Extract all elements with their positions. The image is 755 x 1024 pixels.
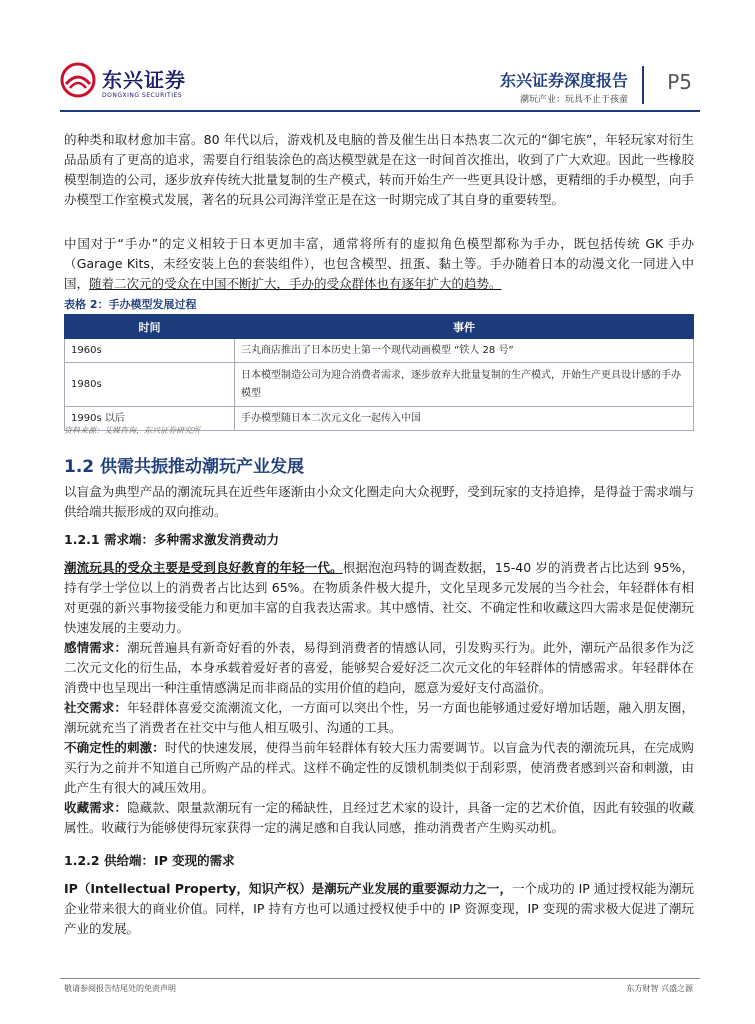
header-rule xyxy=(60,110,700,112)
section-heading: 1.2 供需共振推动潮玩产业发展 xyxy=(64,457,305,477)
subsection-heading-demand: 1.2.1 需求端：多种需求激发消费动力 xyxy=(64,532,279,547)
table-cell-event: 手办模型随日本二次元文化一起传入中国 xyxy=(235,407,694,431)
collection-label: 收藏需求： xyxy=(64,800,128,815)
table-header-event: 事件 xyxy=(235,315,694,339)
footer-disclaimer: 敬请参阅报告结尾处的免责声明 xyxy=(64,984,176,993)
collection-paragraph xyxy=(64,798,694,838)
table-row xyxy=(65,363,694,407)
supply-paragraph xyxy=(64,879,694,939)
subsection-heading-supply: 1.2.2 供给端：IP 变现的需求 xyxy=(64,853,235,868)
table-cell-time: 1960s xyxy=(65,339,235,363)
table-header-time: 时间 xyxy=(65,315,235,339)
demand-body: 根据泡泡玛特的调查数据，15-40 岁的消费者占比达到 95%，持有学士学位以上的消费者占比达到 65%。在物质条件极大提升，文化呈现多元发展的当今社会，年轻群体有相对更强的新兴事物接受能力和更加丰富的自我表达需求。其中感情、社交、不确定性和收藏这四大需求是促使潮玩快速发展的主要动力。 xyxy=(64,560,694,635)
company-logo xyxy=(60,60,190,108)
footer-slogan: 东方财智 兴盛之源 xyxy=(626,984,693,993)
report-title: 东兴证券深度报告 xyxy=(499,71,628,90)
uncertainty-label: 不确定性的刺激： xyxy=(64,740,165,755)
table-cell-event: 日本模型制造公司为迎合消费者需求，逐步放弃大批量复制的生产模式，开始生产更具设计感的手办模型 xyxy=(235,363,694,407)
emotion-body: 潮玩普遍具有新奇好看的外表，易得到消费者的情感认同，引发购买行为。此外，潮玩产品很多作为泛二次元文化的衍生品，本身承载着爱好者的喜爱，能够契合爱好泛二次元文化的年轻群体的情感需求。年轻群体在消费中也呈现出一种注重情感满足而非商品的实用价值的趋向，愿意为爱好支付高溢价。 xyxy=(64,640,694,695)
emotion-label: 感情需求： xyxy=(64,640,128,655)
social-label: 社交需求： xyxy=(64,700,128,715)
supply-body: 一个成功的 IP 通过授权能为潮玩企业带来很大的商业价值。同样，IP 持有方也可以通过授权使手中的 IP 资源变现，IP 变现的需求极大促进了潮玩产业的发展。 xyxy=(64,881,694,936)
page-number: P5 xyxy=(667,70,692,94)
dongxing-logo-icon xyxy=(60,62,96,98)
table-cell-time: 1990s 以后 xyxy=(65,407,235,431)
collection-body: 隐藏款、限量款潮玩有一定的稀缺性，且经过艺术家的设计，具备一定的艺术价值，因此有较强的收藏属性。收藏行为能够使得玩家获得一定的满足感和自我认同感，推动消费者产生购买动机。 xyxy=(64,800,694,835)
report-subtitle: 潮玩产业：玩具不止于孩童 xyxy=(519,95,628,105)
table-source: 资料来源：艾媒咨询，东兴证券研究所 xyxy=(64,426,200,435)
social-body: 年轻群体喜爱交流潮流文化，一方面可以突出个性，另一方面也能够通过爱好增加话题，融入朋友圈，潮玩就充当了消费者在社交中与他人相互吸引、沟通的工具。 xyxy=(64,700,694,735)
supply-lead: IP（Intellectual Property，知识产权）是潮玩产业发展的重要源动力之一， xyxy=(64,881,512,896)
logo-english-name: DONGXING SECURITIES xyxy=(102,92,183,99)
footer-rule xyxy=(60,978,700,979)
demand-lead: 潮流玩具的受众主要是受到良好教育的年轻一代。 xyxy=(64,560,343,575)
intro-paragraph-1: 的种类和取材愈加丰富。80 年代以后，游戏机及电脑的普及催生出日本热衷二次元的“御宅族”，年轻玩家对衍生品品质有了更高的追求，需要自行组装涂色的高达模型就是在这一时间首次推出，收到了广大欢迎。因此一些橡胶模型制造的公司，逐步放弃传统大批量复制的生产模式，转而开始生产一些更具设计感，更精细的手办模型，向手办模型工作室模式发展，著名的玩具公司海洋堂正是在这一时期完成了其自身的重要转型。 xyxy=(64,132,694,207)
demand-paragraph xyxy=(64,558,694,638)
table-cell-event: 三丸商店推出了日本历史上第一个现代动画模型 “铁人 28 号” xyxy=(235,339,694,363)
uncertainty-paragraph xyxy=(64,738,694,798)
development-table xyxy=(64,314,694,431)
page-header xyxy=(60,60,700,110)
intro-paragraph-2-text: 中国对于“手办”的定义相较于日本更加丰富，通常将所有的虚拟角色模型都称为手办，既包括传统 GK 手办（Garage Kits，未经安装上色的套装组件），也包含模型、扭蛋、黏土等。手办随着日本的动漫文化一同进入中国， xyxy=(64,236,694,291)
header-divider xyxy=(642,66,644,104)
table-caption: 表格 2：手办模型发展过程 xyxy=(64,298,197,311)
emotion-paragraph xyxy=(64,638,694,698)
intro-paragraph-2 xyxy=(64,234,694,294)
table-header-row xyxy=(65,315,694,339)
social-paragraph xyxy=(64,698,694,738)
uncertainty-body: 时代的快速发展，使得当前年轻群体有较大压力需要调节。以盲盒为代表的潮流玩具，在完成购买行为之前并不知道自己所购产品的样式。这样不确定性的反馈机制类似于刮彩票，使消费者感到兴奋和刺激，由此产生有很大的减压效用。 xyxy=(64,740,694,795)
logo-chinese-name: 东兴证券 xyxy=(102,68,186,92)
table-cell-time: 1980s xyxy=(65,363,235,407)
section-intro: 以盲盒为典型产品的潮流玩具在近些年逐渐由小众文化圈走向大众视野，受到玩家的支持追捧，是得益于需求端与供给端共振形成的双向推动。 xyxy=(64,484,694,519)
intro-paragraph-2-underlined: 随着二次元的受众在中国不断扩大，手办的受众群体也有逐年扩大的趋势。 xyxy=(89,276,502,291)
table-row xyxy=(65,339,694,363)
